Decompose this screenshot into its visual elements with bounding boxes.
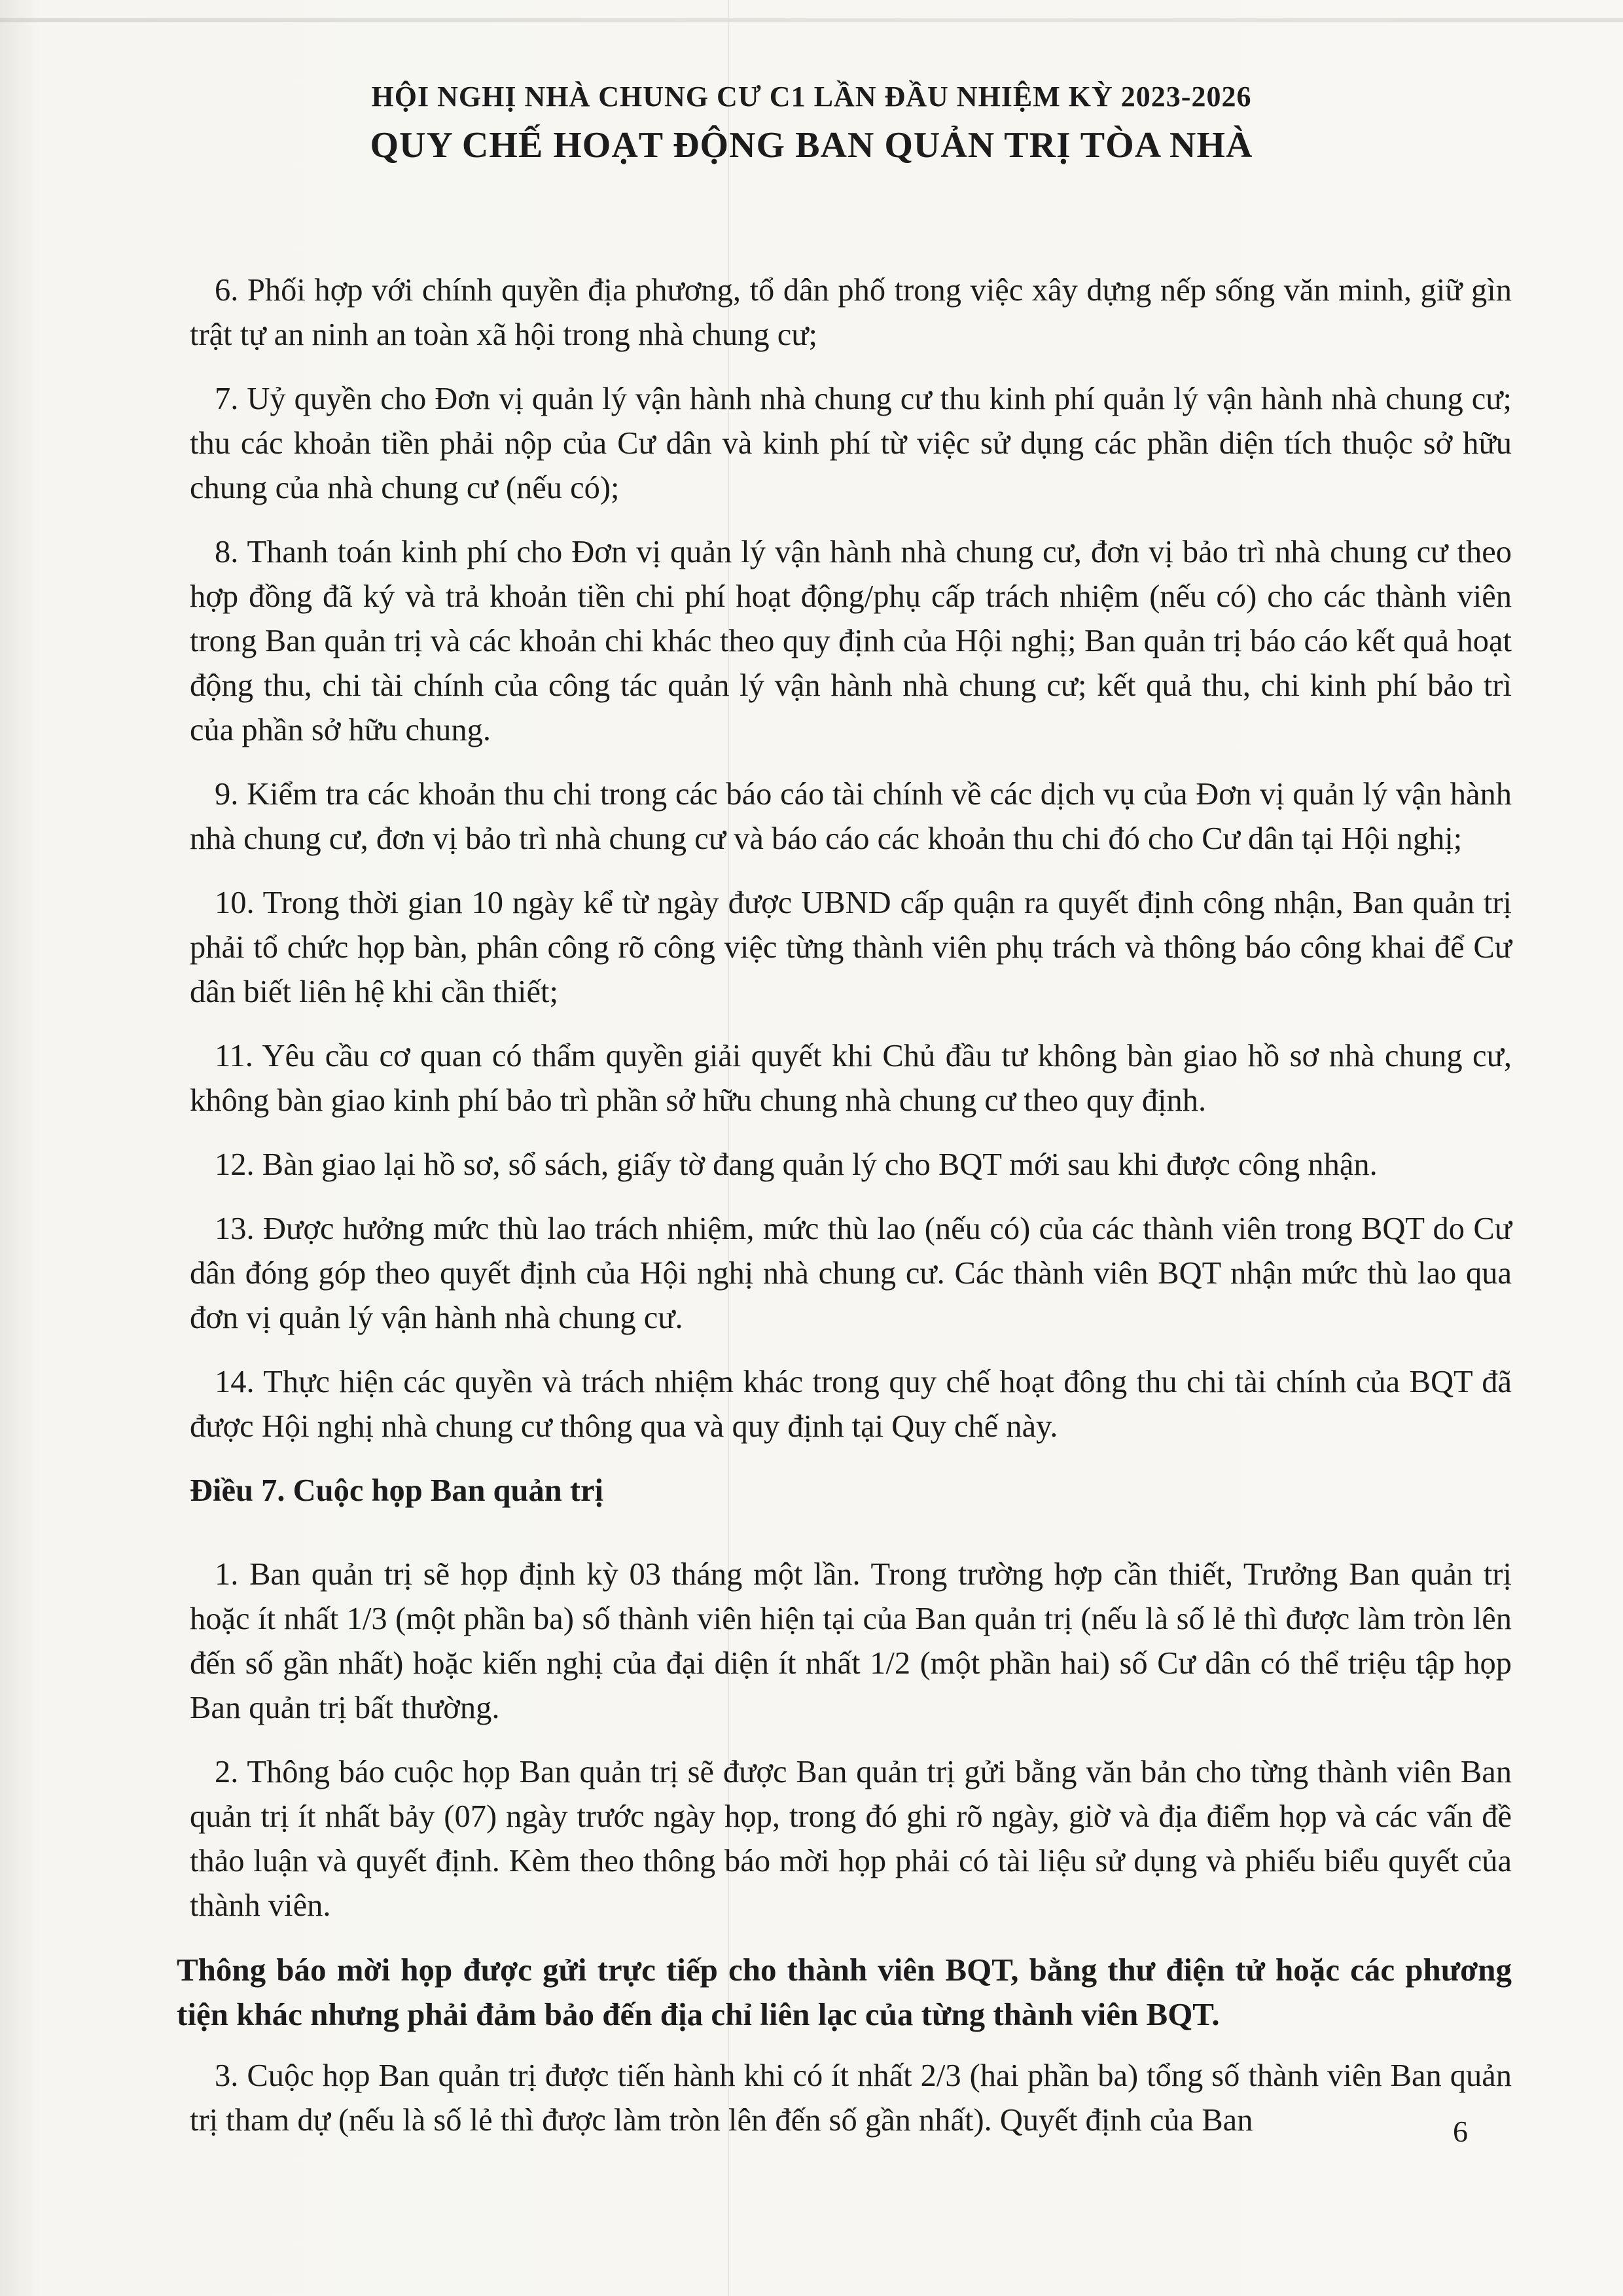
page-number: 6 <box>1453 2115 1468 2148</box>
conference-title: HỘI NGHỊ NHÀ CHUNG CƯ C1 LẦN ĐẦU NHIỆM KỲ 2023-2026 <box>371 81 1252 113</box>
clause-6: 6. Phối hợp với chính quyền địa phương, tổ dân phố trong việc xây dựng nếp sống văn minh, giữ gìn trật tự an ninh an toàn xã hội trong nhà chung cư; <box>190 273 1512 352</box>
article-7-heading: Điều 7. Cuộc họp Ban quản trị <box>190 1473 603 1508</box>
clause-10: 10. Trong thời gian 10 ngày kể từ ngày được UBND cấp quận ra quyết định công nhận, Ban quản trị phải tổ chức họp bàn, phân công rõ công việc từng thành viên phụ trách và thông báo công khai để Cư dân biết liên hệ khi cần thiết; <box>190 886 1512 1009</box>
clause-11: 11. Yêu cầu cơ quan có thẩm quyền giải quyết khi Chủ đầu tư không bàn giao hồ sơ nhà chung cư, không bàn giao kinh phí bảo trì phần sở hữu chung nhà chung cư theo quy định. <box>190 1039 1512 1118</box>
clause-8: 8. Thanh toán kinh phí cho Đơn vị quản lý vận hành nhà chung cư, đơn vị bảo trì nhà chung cư theo hợp đồng đã ký và trả khoản tiền chi phí hoạt động/phụ cấp trách nhiệm (nếu có) cho các thành viên trong Ban quản trị và các khoản chi khác theo quy định của Hội nghị; Ban quản trị báo cáo kết quả hoạt động thu, chi tài chính của công tác quản lý vận hành nhà chung cư; kết quả thu, chi kinh phí bảo trì của phần sở hữu chung. <box>190 535 1512 747</box>
clause-7: 7. Uỷ quyền cho Đơn vị quản lý vận hành nhà chung cư thu kinh phí quản lý vận hành nhà chung cư; thu các khoản tiền phải nộp của Cư dân và kinh phí từ việc sử dụng các phần diện tích thuộc sở hữu chung của nhà chung cư (nếu có); <box>190 382 1512 505</box>
article-7-clause-1: 1. Ban quản trị sẽ họp định kỳ 03 tháng một lần. Trong trường hợp cần thiết, Trưởng Ban quản trị hoặc ít nhất 1/3 (một phần ba) số thành viên hiện tại của Ban quản trị (nếu là số lẻ thì được làm tròn lên đến số gần nhất) hoặc kiến nghị của đại diện ít nhất 1/2 (một phần hai) số Cư dân có thể triệu tập họp Ban quản trị bất thường. <box>190 1557 1512 1725</box>
regulation-title: QUY CHẾ HOẠT ĐỘNG BAN QUẢN TRỊ TÒA NHÀ <box>370 125 1253 166</box>
clause-9: 9. Kiểm tra các khoản thu chi trong các báo cáo tài chính về các dịch vụ của Đơn vị quản lý vận hành nhà chung cư, đơn vị bảo trì nhà chung cư và báo cáo các khoản thu chi đó cho Cư dân tại Hội nghị; <box>190 777 1512 856</box>
document-header <box>0 77 1623 169</box>
scan-artifact <box>0 18 1623 22</box>
document-body <box>177 268 1512 2162</box>
article-7-clause-2: 2. Thông báo cuộc họp Ban quản trị sẽ được Ban quản trị gửi bằng văn bản cho từng thành viên Ban quản trị ít nhất bảy (07) ngày trước ngày họp, trong đó ghi rõ ngày, giờ và địa điểm họp và các vấn đề thảo luận và quyết định. Kèm theo thông báo mời họp phải có tài liệu sử dụng và phiếu biểu quyết của thành viên. <box>190 1755 1512 1923</box>
clause-13: 13. Được hưởng mức thù lao trách nhiệm, mức thù lao (nếu có) của các thành viên trong BQT do Cư dân đóng góp theo quyết định của Hội nghị nhà chung cư. Các thành viên BQT nhận mức thù lao qua đơn vị quản lý vận hành nhà chung cư. <box>190 1211 1512 1335</box>
meeting-notice-note: Thông báo mời họp được gửi trực tiếp cho thành viên BQT, bằng thư điện tử hoặc các phương tiện khác nhưng phải đảm bảo đến địa chỉ liên lạc của từng thành viên BQT. <box>177 1952 1512 2032</box>
clause-14: 14. Thực hiện các quyền và trách nhiệm khác trong quy chế hoạt đông thu chi tài chính của BQT đã được Hội nghị nhà chung cư thông qua và quy định tại Quy chế này. <box>190 1365 1512 1444</box>
clause-12: 12. Bàn giao lại hồ sơ, sổ sách, giấy tờ đang quản lý cho BQT mới sau khi được công nhận. <box>215 1147 1378 1182</box>
article-7-clause-3: 3. Cuộc họp Ban quản trị được tiến hành khi có ít nhất 2/3 (hai phần ba) tổng số thành viên Ban quản trị tham dự (nếu là số lẻ thì được làm tròn lên đến số gần nhất). Quyết định của Ban <box>190 2058 1512 2138</box>
